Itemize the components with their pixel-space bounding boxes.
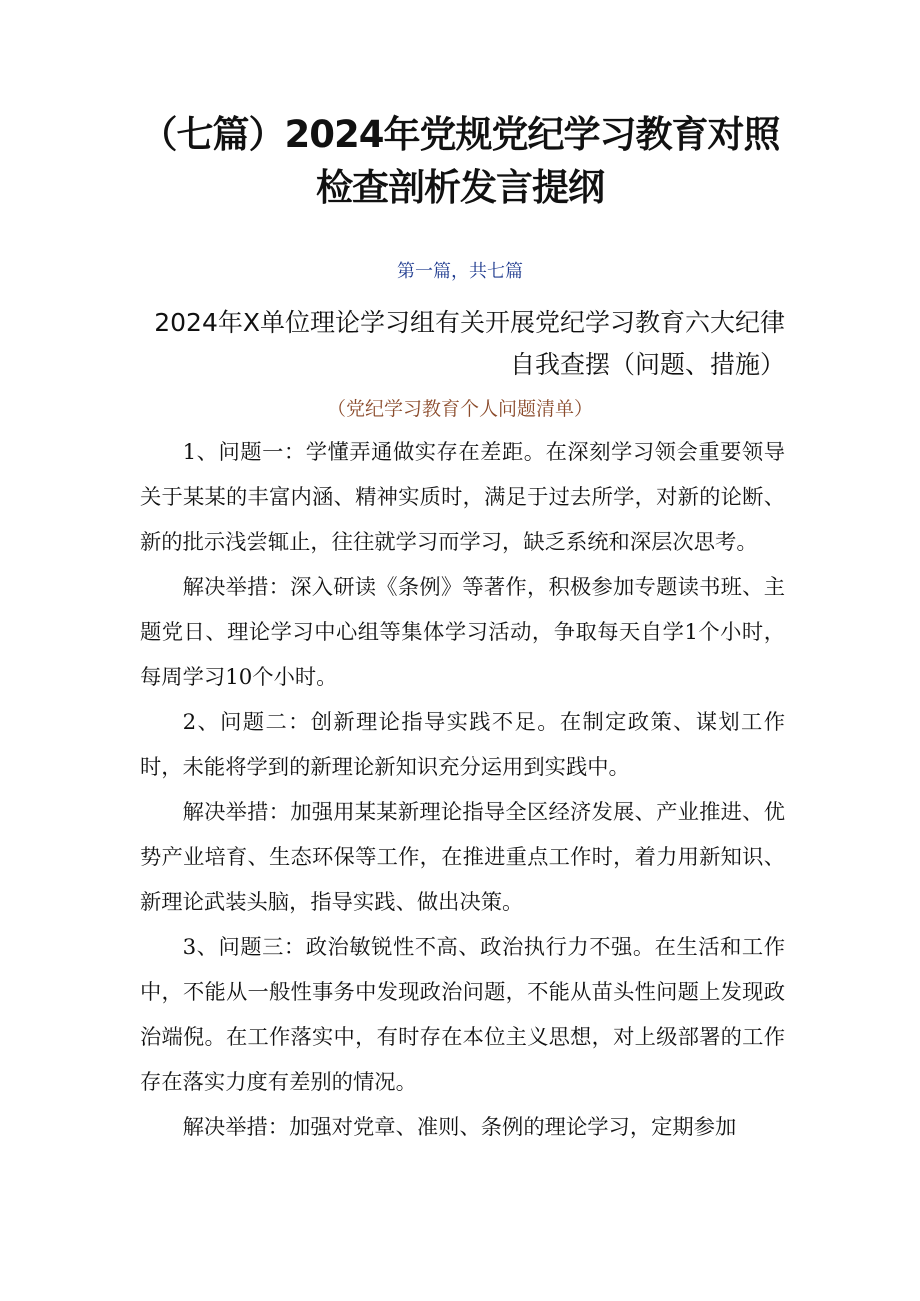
paragraph-problem-1: 1、问题一：学懂弄通做实存在差距。在深刻学习领会重要领导关于某某的丰富内涵、精神实质时，满足于过去所学，对新的论断、新的批示浅尝辄止，往往就学习而学习，缺乏系统和深层次思考。 [140,440,785,555]
paragraph-measure-1: 解决举措：深入研读《条例》等著作，积极参加专题读书班、主题党日、理论学习中心组等集体学习活动，争取每天自学1个小时，每周学习10个小时。 [140,575,785,690]
series-label: 第一篇，共七篇 [397,261,523,282]
paragraph-problem-3: 3、问题三：政治敏锐性不高、政治执行力不强。在生活和工作中，不能从一般性事务中发现政治问题，不能从苗头性问题上发现政治端倪。在工作落实中，有时存在本位主义思想，对上级部署的工作存在落实力度有差别的情况。 [140,935,785,1095]
document-title: （七篇）2024年党规党纪学习教育对照检查剖析发言提纲 [140,113,780,209]
article-note: （党纪学习教育个人问题清单） [326,398,593,420]
document-body [140,430,785,1150]
article-title: 2024年X单位理论学习组有关开展党纪学习教育六大纪律自我查摆（问题、措施） [154,308,785,379]
paragraph-measure-2: 解决举措：加强用某某新理论指导全区经济发展、产业推进、优势产业培育、生态环保等工作，在推进重点工作时，着力用新知识、新理论武装头脑，指导实践、做出决策。 [140,800,785,915]
paragraph-measure-3: 解决举措：加强对党章、准则、条例的理论学习，定期参加 [182,1115,737,1140]
paragraph-problem-2: 2、问题二：创新理论指导实践不足。在制定政策、谋划工作时，未能将学到的新理论新知识充分运用到实践中。 [140,710,785,780]
